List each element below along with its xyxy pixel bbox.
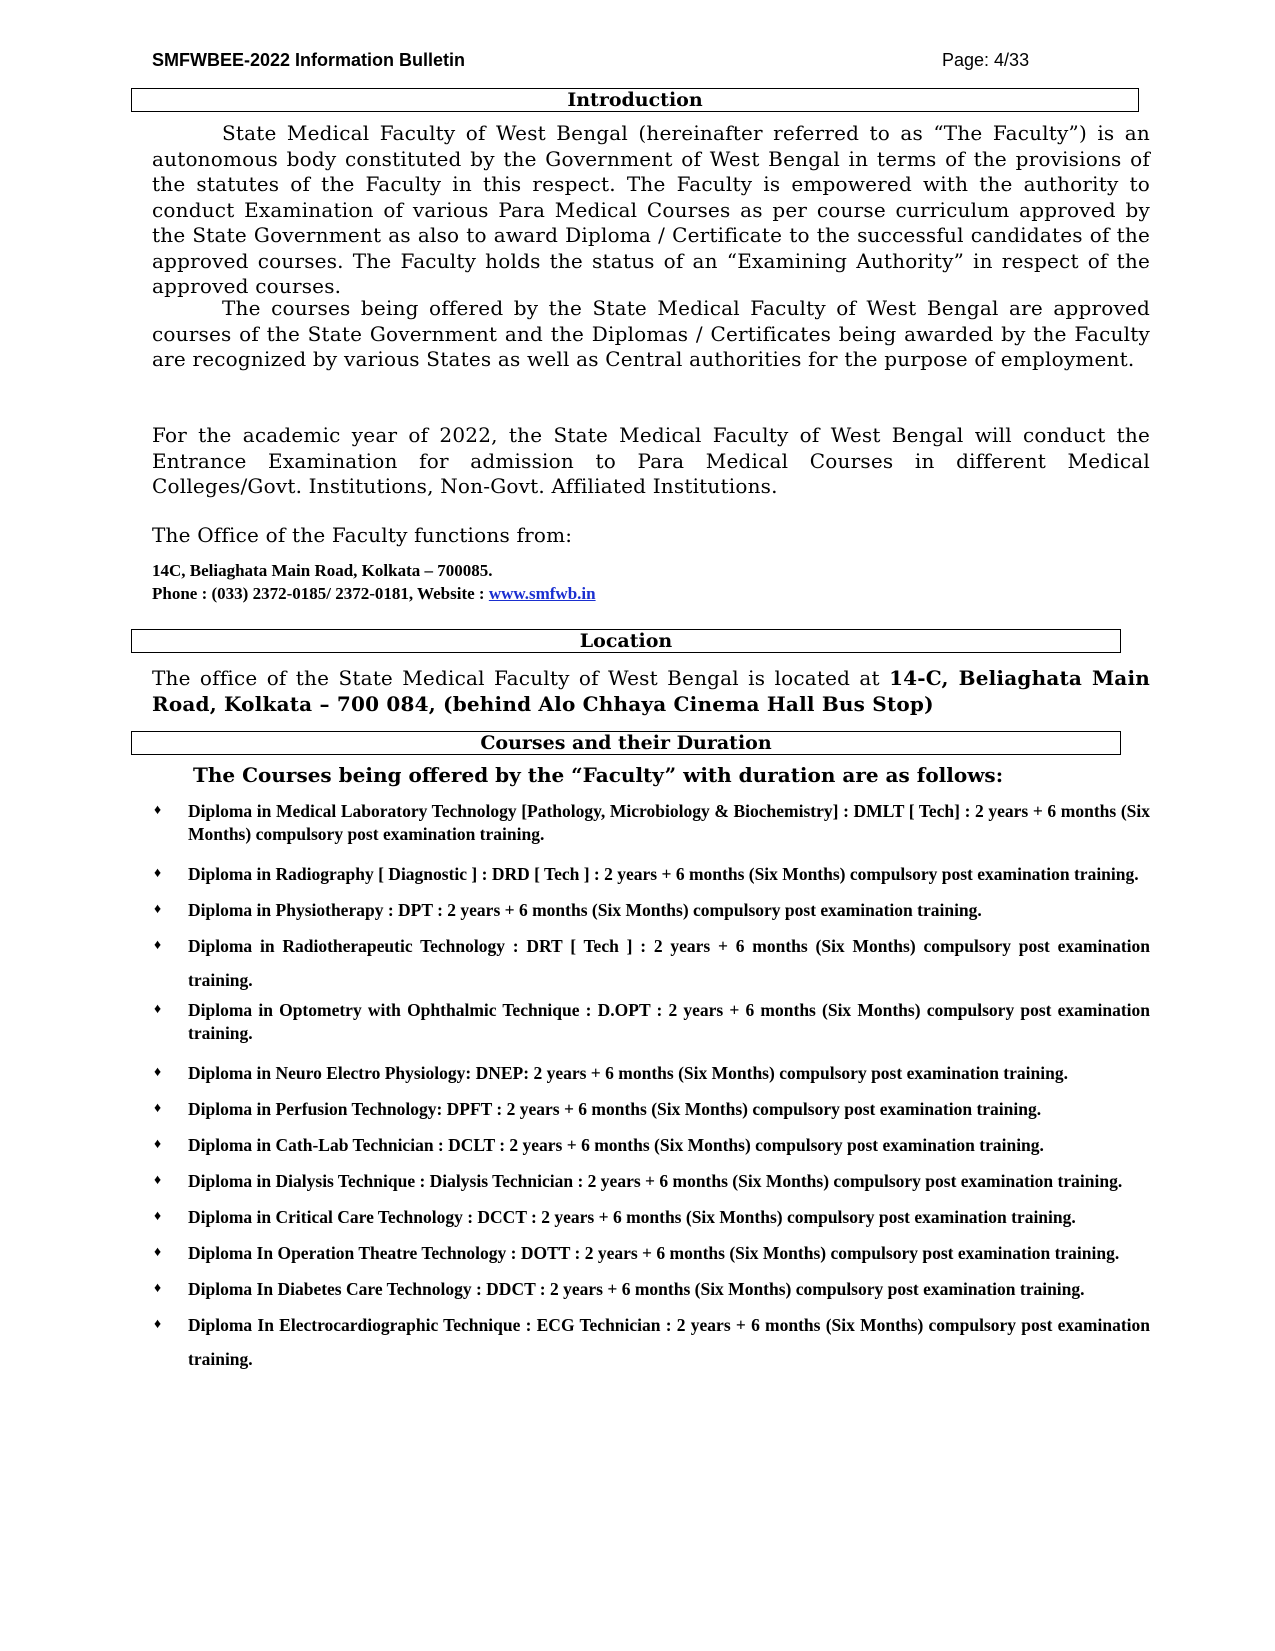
course-item	[152, 1128, 1150, 1162]
course-item	[152, 893, 1150, 927]
course-item	[152, 1164, 1150, 1198]
course-text: Diploma in Radiography [ Diagnostic ] : DRD [ Tech ] : 2 years + 6 months (Six Months) compulsory post examination training.	[188, 864, 1139, 884]
section-title-location: Location	[131, 629, 1121, 653]
diamond-bullet-icon: ♦	[154, 1173, 162, 1188]
diamond-bullet-icon: ♦	[154, 866, 162, 881]
location-text	[152, 665, 1150, 717]
course-item	[152, 999, 1150, 1044]
intro-paragraph-3: For the academic year of 2022, the State Medical Faculty of West Bengal will conduct the Entrance Examination for admission to Para Medical Courses in different Medical Colleges/Govt. Institutions, Non-Govt. Affiliated Institutions.	[152, 423, 1150, 498]
course-item	[152, 1092, 1150, 1126]
course-text: Diploma in Perfusion Technology: DPFT : 2 years + 6 months (Six Months) compulsory post examination training.	[188, 1099, 1042, 1119]
location-address-bold: 14-C, Beliaghata Main Road, Kolkata – 700 084, (behind Alo Chhaya Cinema Hall Bus Stop)	[152, 666, 1150, 716]
diamond-bullet-icon: ♦	[154, 1101, 162, 1116]
location-text-plain: The office of the State Medical Faculty of West Bengal is located at	[152, 666, 890, 690]
course-item	[152, 1308, 1150, 1376]
course-text: Diploma in Critical Care Technology : DCCT : 2 years + 6 months (Six Months) compulsory post examination training.	[188, 1207, 1076, 1227]
course-text: Diploma in Optometry with Ophthalmic Technique : D.OPT : 2 years + 6 months (Six Months) compulsory post examination training.	[188, 1000, 1150, 1043]
section-title-introduction: Introduction	[131, 88, 1139, 112]
course-item	[152, 1056, 1150, 1090]
course-item	[152, 800, 1150, 845]
office-contact	[152, 584, 596, 604]
course-text: Diploma in Physiotherapy : DPT : 2 years + 6 months (Six Months) compulsory post examination training.	[188, 900, 982, 920]
course-text: Diploma in Radiotherapeutic Technology : DRT [ Tech ] : 2 years + 6 months (Six Months) compulsory post examination training.	[188, 936, 1150, 990]
bulletin-title: SMFWBEE-2022 Information Bulletin	[152, 50, 466, 70]
diamond-bullet-icon: ♦	[154, 902, 162, 917]
course-text: Diploma In Operation Theatre Technology : DOTT : 2 years + 6 months (Six Months) compulsory post examination training.	[188, 1243, 1120, 1263]
courses-subtitle: The Courses being offered by the “Faculty” with duration are as follows:	[193, 763, 1004, 787]
diamond-bullet-icon: ♦	[154, 1137, 162, 1152]
section-title-courses: Courses and their Duration	[131, 731, 1121, 755]
office-address: 14C, Beliaghata Main Road, Kolkata – 700085.	[152, 561, 493, 580]
course-item	[152, 1200, 1150, 1234]
course-item	[152, 857, 1150, 891]
course-item	[152, 929, 1150, 997]
diamond-bullet-icon: ♦	[154, 1209, 162, 1224]
course-text: Diploma in Cath-Lab Technician : DCLT : 2 years + 6 months (Six Months) compulsory post examination training.	[188, 1135, 1044, 1155]
diamond-bullet-icon: ♦	[154, 1245, 162, 1260]
website-link[interactable]: www.smfwb.in	[488, 584, 596, 603]
diamond-bullet-icon: ♦	[154, 1281, 162, 1296]
diamond-bullet-icon: ♦	[154, 1002, 162, 1017]
course-list	[152, 800, 1150, 1378]
intro-paragraph-1: State Medical Faculty of West Bengal (hereinafter referred to as “The Faculty”) is an autonomous body constituted by the Government of West Bengal in terms of the provisions of the statutes of the Faculty in this respect. The Faculty is empowered with the authority to conduct Examination of various Para Medical Courses as per course curriculum approved by the State Government as also to award Diploma / Certificate to the successful candidates of the approved courses. The Faculty holds the status of an “Examining Authority” in respect of the approved courses.	[152, 121, 1150, 298]
office-intro-text: The Office of the Faculty functions from:	[152, 523, 573, 547]
page-number: Page: 4/33	[942, 50, 1030, 70]
course-item	[152, 1272, 1150, 1306]
phone-text: Phone : (033) 2372-0185/ 2372-0181, Website :	[152, 584, 489, 603]
course-text: Diploma In Electrocardiographic Technique : ECG Technician : 2 years + 6 months (Six Months) compulsory post examination training.	[188, 1315, 1150, 1369]
diamond-bullet-icon: ♦	[154, 1065, 162, 1080]
course-text: Diploma In Diabetes Care Technology : DDCT : 2 years + 6 months (Six Months) compulsory post examination training.	[188, 1279, 1085, 1299]
course-item	[152, 1236, 1150, 1270]
course-text: Diploma in Medical Laboratory Technology [Pathology, Microbiology & Biochemistry] : DMLT [ Tech] : 2 years + 6 months (Six Months) compulsory post examination training.	[188, 801, 1150, 844]
diamond-bullet-icon: ♦	[154, 803, 162, 818]
course-text: Diploma in Neuro Electro Physiology: DNEP: 2 years + 6 months (Six Months) compulsory post examination training.	[188, 1063, 1068, 1083]
diamond-bullet-icon: ♦	[154, 938, 162, 953]
diamond-bullet-icon: ♦	[154, 1317, 162, 1332]
course-text: Diploma in Dialysis Technique : Dialysis Technician : 2 years + 6 months (Six Months) compulsory post examination training.	[188, 1171, 1123, 1191]
intro-paragraph-2: The courses being offered by the State Medical Faculty of West Bengal are approved courses of the State Government and the Diplomas / Certificates being awarded by the Faculty are recognized by various States as well as Central authorities for the purpose of employment.	[152, 296, 1150, 371]
